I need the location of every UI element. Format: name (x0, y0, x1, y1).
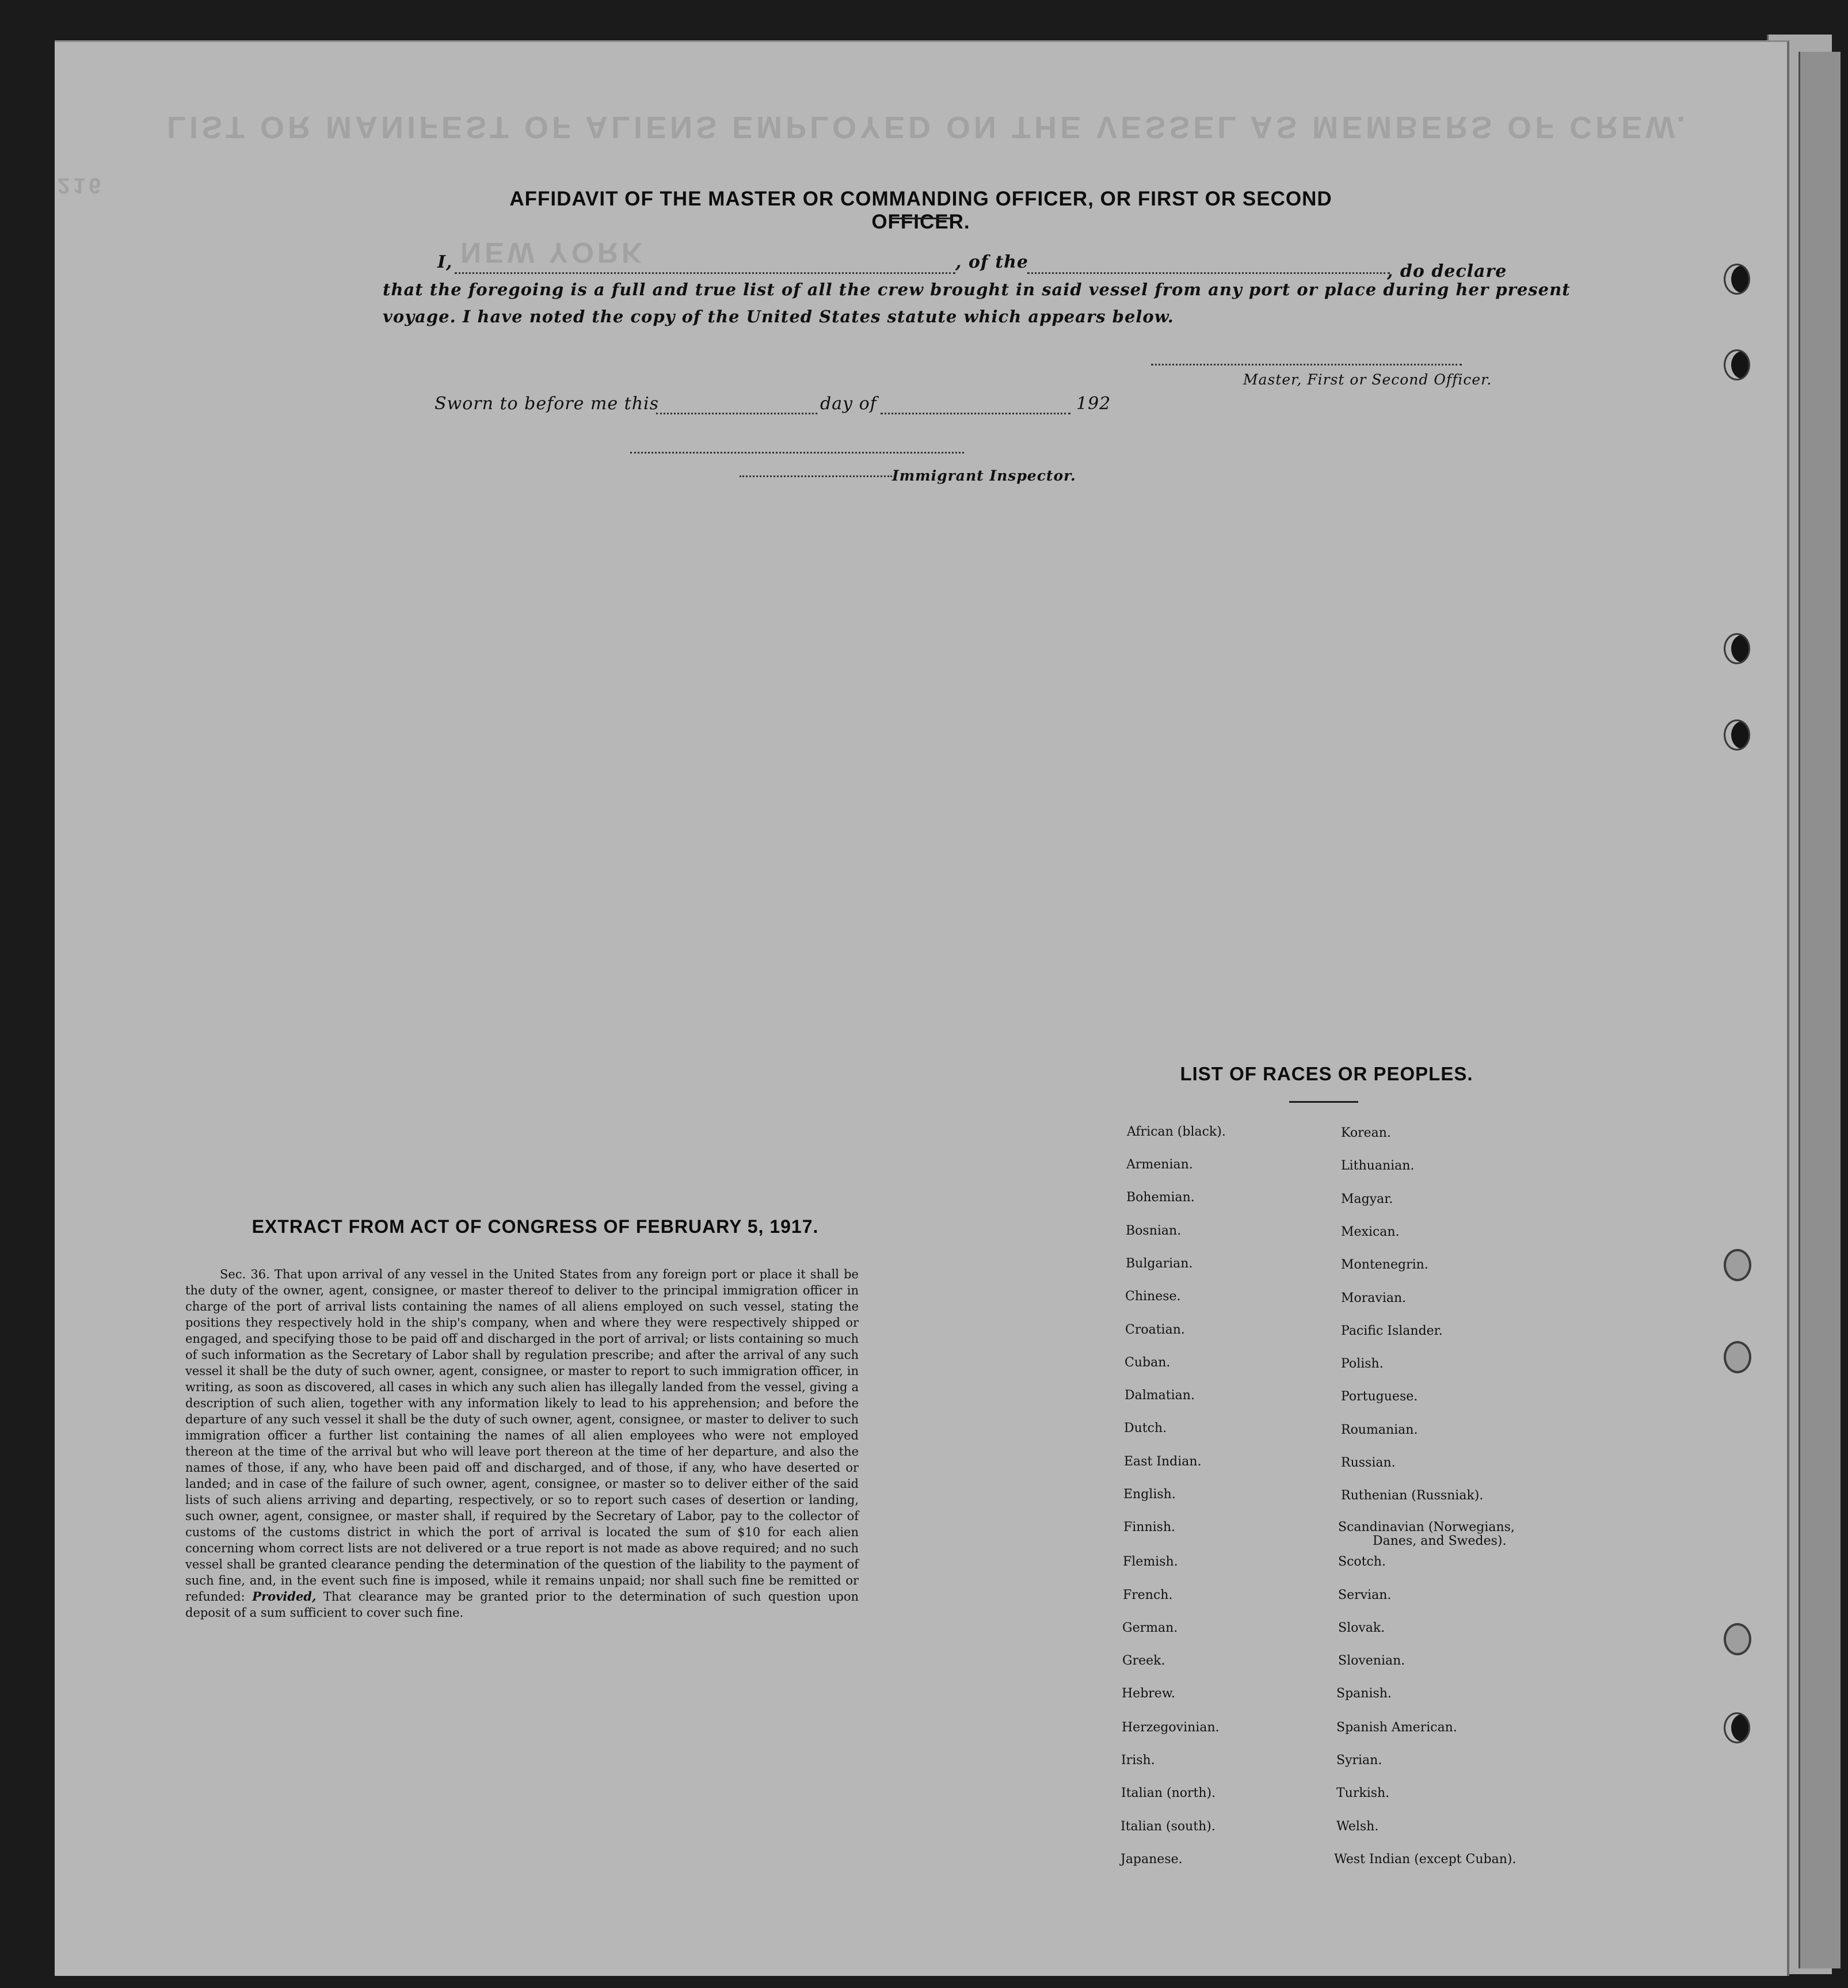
race-item: Dutch. (1124, 1421, 1167, 1435)
race-item: Syrian. (1336, 1753, 1382, 1768)
race-item: Japanese. (1121, 1852, 1183, 1867)
bleed-through-number: 216 (58, 173, 105, 197)
races-heading: LIST OF RACES OR PEOPLES. (1180, 1063, 1473, 1084)
affidavit-heading: AFFIDAVIT OF THE MASTER OR COMMANDING OFFICER, OR FIRST OR SECOND OFFICER. (509, 188, 1332, 233)
race-item: Bohemian. (1126, 1190, 1195, 1205)
master-name-field[interactable] (455, 272, 955, 274)
sworn-month-field[interactable] (881, 413, 1070, 414)
background-page-edge (1799, 52, 1841, 1968)
race-item: Servian. (1338, 1588, 1392, 1602)
race-item: Montenegrin. (1341, 1258, 1428, 1272)
do-declare-label: , do declare (1387, 261, 1507, 281)
vessel-name-field[interactable] (1027, 272, 1390, 274)
race-item: Pacific Islander. (1341, 1324, 1443, 1338)
race-item: Scotch. (1338, 1555, 1386, 1569)
race-item: Irish. (1121, 1753, 1155, 1768)
race-item: Danes, and Swedes). (1373, 1534, 1507, 1548)
inspector-signature-line[interactable] (630, 452, 964, 454)
punch-hole (1724, 1712, 1750, 1743)
race-item: French. (1123, 1588, 1173, 1602)
race-item: Croatian. (1125, 1323, 1185, 1337)
section-tail: That clearance may be granted prior to the determination of such question upon deposit of a sum sufficient to cover such fine. (185, 1590, 859, 1620)
race-item: Bulgarian. (1126, 1256, 1193, 1271)
section-36-text (185, 1266, 859, 1621)
race-item: Armenian. (1126, 1157, 1193, 1172)
race-item: Hebrew. (1122, 1686, 1176, 1701)
race-item: Korean. (1341, 1126, 1391, 1140)
affidavit-line-3: voyage. I have noted the copy of the United States statute which appears below. (383, 307, 1174, 326)
race-item: East Indian. (1124, 1454, 1202, 1469)
race-item: Cuban. (1125, 1355, 1171, 1370)
section-label: Sec. 36. (220, 1267, 270, 1281)
race-item: Slovak. (1338, 1621, 1385, 1635)
punch-hole (1724, 349, 1750, 380)
race-item: Herzegovinian. (1122, 1720, 1220, 1735)
day-of-label: day of (820, 394, 877, 414)
provided-label: Provided, (252, 1589, 317, 1604)
race-item: Dalmatian. (1125, 1388, 1195, 1403)
race-item: Slovenian. (1338, 1654, 1405, 1668)
race-item: Spanish American. (1336, 1720, 1457, 1735)
race-item: Italian (south). (1121, 1819, 1216, 1834)
race-item: African (black). (1127, 1125, 1226, 1139)
inspector-name-line[interactable] (740, 475, 892, 477)
race-item: Roumanian. (1341, 1423, 1418, 1437)
bleed-through-title: LIST OR MANIFEST OF ALIENS EMPLOYED ON THE VESSEL AS MEMBERS OF CREW. (167, 110, 1689, 144)
punch-hole (1724, 1341, 1751, 1373)
race-item: Portuguese. (1341, 1389, 1418, 1404)
race-item: Mexican. (1341, 1225, 1400, 1239)
affidavit-i-label: I, (437, 252, 453, 272)
race-item: Welsh. (1336, 1819, 1379, 1834)
race-item: Spanish. (1336, 1686, 1392, 1701)
race-item: Scandinavian (Norwegians, (1338, 1520, 1515, 1534)
race-item: Lithuanian. (1341, 1159, 1415, 1173)
race-item: Bosnian. (1126, 1224, 1182, 1238)
race-item: Chinese. (1125, 1289, 1181, 1304)
punch-hole (1724, 1249, 1751, 1281)
race-item: English. (1123, 1487, 1176, 1502)
of-the-label: , of the (955, 252, 1029, 272)
sworn-day-field[interactable] (656, 413, 817, 414)
year-prefix: 192 (1076, 394, 1111, 414)
races-heading-rule (1289, 1101, 1358, 1103)
master-signature-field[interactable] (1151, 364, 1462, 365)
race-item: West Indian (except Cuban). (1334, 1852, 1516, 1867)
race-item: Turkish. (1336, 1786, 1390, 1800)
affidavit-line-2: that the foregoing is a full and true list of all the crew brought in said vessel from any port or place during her present (383, 280, 1571, 299)
heading-rule (889, 218, 952, 219)
punch-hole (1724, 719, 1750, 751)
race-item: German. (1122, 1621, 1178, 1635)
race-item: Flemish. (1123, 1555, 1178, 1569)
inspector-label: Immigrant Inspector. (892, 467, 1076, 484)
race-item: Ruthenian (Russniak). (1341, 1488, 1484, 1503)
race-item: Moravian. (1341, 1291, 1407, 1305)
race-item: Russian. (1341, 1456, 1396, 1470)
extract-heading: EXTRACT FROM ACT OF CONGRESS OF FEBRUARY 5, 1917. (252, 1216, 819, 1237)
race-item: Magyar. (1341, 1192, 1393, 1206)
punch-hole (1724, 1623, 1751, 1655)
master-signature-label: Master, First or Second Officer. (1243, 371, 1492, 388)
sworn-label: Sworn to before me this (435, 394, 660, 414)
punch-hole (1724, 264, 1750, 295)
race-item: Polish. (1341, 1357, 1384, 1371)
bleed-through-port: NEW YORK (460, 237, 646, 269)
section-body: That upon arrival of any vessel in the United States from any foreign port or place it shall be the duty of the owner, agent, consignee, or master thereof to deliver to the principal immigration officer in charge of the port of arrival lists containing the names of all aliens employed on such vessel, stating the positions they respectively hold in the ship's company, when and where they were respectively shipped or engaged, and specifying those to be paid off and discharged in the port of arrival; or lists containing so much of such information as the Secretary of Labor shall by regulation prescribe; and after the arrival of any such vessel it shall be the duty of such owner, agent, consignee, or master to report to such immigration officer, in writing, as soon as discovered, all cases in which any such alien has illegally landed from the vessel, giving a description of such alien, together with any information likely to lead to his apprehension; and before the departure of any such vessel it shall be the duty of such owner, agent, consignee, or master to deliver to such immigration officer a further list containing the names of all alien employees who were not employed thereon at the time of the arrival but who will leave port thereon at the time of her departure, and also the names of those, if any, who have been paid off and discharged, and of those, if any, who have deserted or landed; and in case of the failure of such owner, agent, consignee, or master so to deliver either of the said lists of such aliens arriving and departing, respectively, or so to report such cases of desertion or landing, such owner, agent, consignee, or master shall, if required by the Secretary of Labor, pay to the collector of customs of the customs district in which the port of arrival is located the sum of $10 for each alien concerning whom correct lists are not delivered or a true report is not made as above required; and no such vessel shall be granted clearance pending the determination of the question of the liability to the payment of such fine, and, in the event such fine is imposed, while it remains unpaid; nor shall such fine be remitted or refunded: (185, 1267, 859, 1604)
punch-hole (1724, 633, 1750, 664)
manifest-page (55, 40, 1789, 1976)
race-item: Greek. (1122, 1654, 1165, 1668)
race-item: Finnish. (1123, 1520, 1176, 1534)
race-item: Italian (north). (1121, 1786, 1216, 1800)
